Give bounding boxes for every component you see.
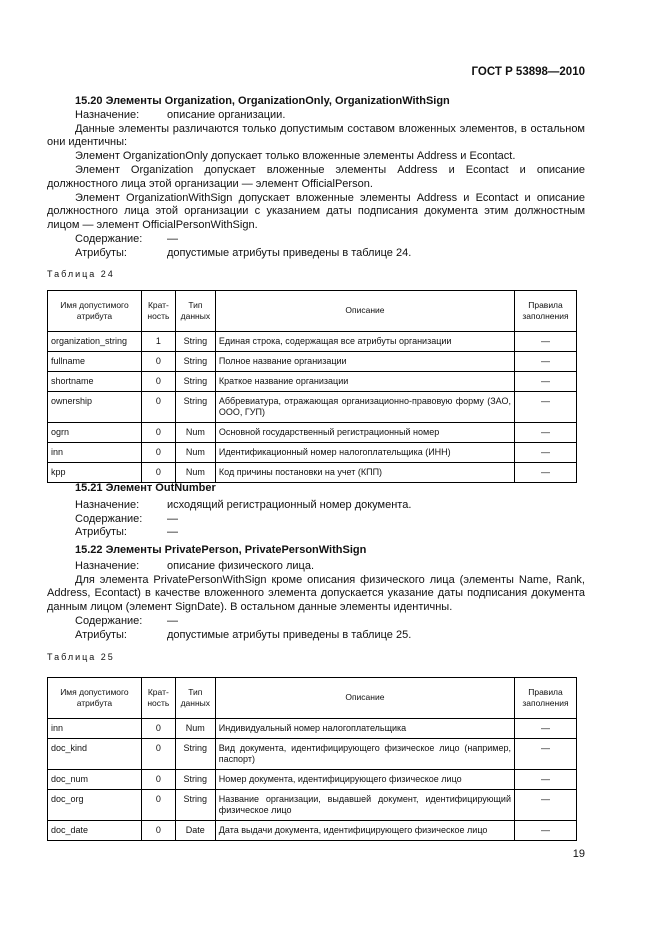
table-24-block: [47, 268, 577, 483]
purpose-label: Назначение:: [75, 498, 140, 511]
header-cell: Крат-ность: [141, 677, 175, 718]
attr-name-cell: shortname: [48, 371, 142, 391]
attrs-value: —: [167, 526, 178, 539]
header-cell: Имя допустимого атрибута: [48, 677, 142, 718]
attrs-label: Атрибуты:: [75, 526, 127, 539]
attr-name-cell: organization_string: [48, 331, 142, 351]
header-cell: Крат-ность: [141, 290, 175, 331]
section-15-21: [47, 482, 585, 540]
rules-cell: —: [515, 789, 577, 820]
attr-name-cell: doc_kind: [48, 738, 142, 769]
paragraph: Элемент OrganizationWithSign допускает вложенные элементы Address и Econtact и описание должностного лица этой организации с указанием даты подписания документа этим должностным лицом — элемент OfficialPersonWithSign.: [47, 191, 585, 232]
description-cell: Единая строка, содержащая все атрибуты организации: [215, 331, 514, 351]
section-title: 15.20 Элементы Organization, OrganizationOnly, OrganizationWithSign: [75, 95, 450, 107]
multiplicity-cell: 0: [141, 391, 175, 422]
multiplicity-cell: 0: [141, 718, 175, 738]
table-row: [48, 820, 577, 840]
type-cell: String: [175, 331, 215, 351]
table-row: [48, 442, 577, 462]
content-label: Содержание:: [75, 512, 143, 525]
table-row: [48, 331, 577, 351]
attr-name-cell: ogrn: [48, 422, 142, 442]
attr-name-cell: kpp: [48, 462, 142, 482]
purpose-value: описание организации.: [167, 108, 286, 121]
attr-name-cell: inn: [48, 718, 142, 738]
purpose-line: [47, 109, 585, 123]
type-cell: String: [175, 391, 215, 422]
purpose-value: исходящий регистрационный номер документа.: [167, 498, 412, 511]
rules-cell: —: [515, 371, 577, 391]
content-label: Содержание:: [75, 614, 143, 627]
attrs-line: [47, 526, 585, 540]
purpose-line: [47, 560, 585, 574]
table-row: [48, 769, 577, 789]
type-cell: String: [175, 789, 215, 820]
table-row: [48, 789, 577, 820]
table-header-row: [48, 290, 577, 331]
type-cell: Num: [175, 422, 215, 442]
type-cell: String: [175, 351, 215, 371]
header-cell: Описание: [215, 677, 514, 718]
paragraph: Для элемента PrivatePersonWithSign кроме описания физического лица (элементы Name, Rank, Address, Econtact) в качестве вложенного элемента допускается указание даты подписания документа данным лицом (элемент SignDate). В остальном данные элементы идентичны.: [47, 573, 585, 614]
type-cell: Num: [175, 462, 215, 482]
table-row: [48, 462, 577, 482]
rules-cell: —: [515, 462, 577, 482]
purpose-value: описание физического лица.: [167, 559, 314, 572]
multiplicity-cell: 0: [141, 769, 175, 789]
multiplicity-cell: 0: [141, 442, 175, 462]
header-cell: Правила заполнения: [515, 290, 577, 331]
description-cell: Краткое название организации: [215, 371, 514, 391]
table-row: [48, 391, 577, 422]
purpose-label: Назначение:: [75, 108, 140, 121]
multiplicity-cell: 0: [141, 351, 175, 371]
header-cell: Имя допустимого атрибута: [48, 290, 142, 331]
table-row: [48, 738, 577, 769]
type-cell: String: [175, 738, 215, 769]
rules-cell: —: [515, 331, 577, 351]
section-title: 15.21 Элемент OutNumber: [75, 482, 216, 494]
description-cell: Полное название организации: [215, 351, 514, 371]
attr-name-cell: doc_num: [48, 769, 142, 789]
table-body: [48, 331, 577, 482]
content-line: [47, 615, 585, 629]
multiplicity-cell: 0: [141, 462, 175, 482]
rules-cell: —: [515, 422, 577, 442]
multiplicity-cell: 0: [141, 820, 175, 840]
table-row: [48, 371, 577, 391]
rules-cell: —: [515, 738, 577, 769]
content-value: —: [167, 232, 178, 245]
paragraph: Элемент OrganizationOnly допускает только вложенные элементы Address и Econtact.: [75, 150, 516, 163]
description-cell: Название организации, выдавшей документ, идентифицирующий физическое лицо: [215, 789, 514, 820]
description-cell: Код причины постановки на учет (КПП): [215, 462, 514, 482]
attrs-label: Атрибуты:: [75, 246, 127, 259]
attr-name-cell: fullname: [48, 351, 142, 371]
attrs-value: допустимые атрибуты приведены в таблице 24.: [167, 246, 412, 259]
table-row: [48, 422, 577, 442]
description-cell: Вид документа, идентифицирующего физическое лицо (например, паспорт): [215, 738, 514, 769]
section-15-22: [47, 544, 585, 643]
attr-name-cell: ownership: [48, 391, 142, 422]
table-24: [47, 290, 577, 483]
attrs-label: Атрибуты:: [75, 628, 127, 641]
content-value: —: [167, 512, 178, 525]
content-line: [47, 513, 585, 527]
content-value: —: [167, 614, 178, 627]
type-cell: Num: [175, 718, 215, 738]
header-cell: Описание: [215, 290, 514, 331]
rules-cell: —: [515, 820, 577, 840]
attrs-line: [47, 247, 585, 261]
attr-name-cell: doc_org: [48, 789, 142, 820]
table-body: [48, 718, 577, 840]
type-cell: String: [175, 371, 215, 391]
table-caption: Таблица 24: [47, 269, 115, 279]
table-25-block: [47, 651, 577, 841]
multiplicity-cell: 0: [141, 789, 175, 820]
description-cell: Номер документа, идентифицирующего физическое лицо: [215, 769, 514, 789]
description-cell: Основной государственный регистрационный номер: [215, 422, 514, 442]
rules-cell: —: [515, 718, 577, 738]
table-row: [48, 351, 577, 371]
page-number: 19: [572, 848, 585, 860]
purpose-label: Назначение:: [75, 559, 140, 572]
description-cell: Аббревиатура, отражающая организационно-правовую форму (ЗАО, ООО, ГУП): [215, 391, 514, 422]
section-title: 15.22 Элементы PrivatePerson, PrivatePersonWithSign: [75, 544, 367, 556]
table-25: [47, 677, 577, 841]
header-cell: Тип данных: [175, 677, 215, 718]
type-cell: Num: [175, 442, 215, 462]
table-caption: Таблица 25: [47, 652, 115, 662]
multiplicity-cell: 1: [141, 331, 175, 351]
rules-cell: —: [515, 391, 577, 422]
multiplicity-cell: 0: [141, 738, 175, 769]
attr-name-cell: doc_date: [48, 820, 142, 840]
header-cell: Тип данных: [175, 290, 215, 331]
rules-cell: —: [515, 769, 577, 789]
attrs-value: допустимые атрибуты приведены в таблице 25.: [167, 628, 412, 641]
multiplicity-cell: 0: [141, 371, 175, 391]
paragraph: Элемент Organization допускает вложенные элементы Address и Econtact и описание должностного лица этой организации — элемент OfficialPerson.: [47, 163, 585, 190]
page-header: ГОСТ Р 53898—2010: [471, 66, 585, 78]
header-cell: Правила заполнения: [515, 677, 577, 718]
rules-cell: —: [515, 351, 577, 371]
content-label: Содержание:: [75, 232, 143, 245]
rules-cell: —: [515, 442, 577, 462]
purpose-line: [47, 499, 585, 513]
table-row: [48, 718, 577, 738]
attrs-line: [47, 629, 585, 643]
description-cell: Дата выдачи документа, идентифицирующего физическое лицо: [215, 820, 514, 840]
description-cell: Индивидуальный номер налогоплательщика: [215, 718, 514, 738]
paragraph: Данные элементы различаются только допустимым составом вложенных элементов, в остальном они идентичны:: [47, 122, 585, 149]
content-line: [47, 233, 585, 247]
section-15-20: [47, 95, 585, 261]
table-header-row: [48, 677, 577, 718]
multiplicity-cell: 0: [141, 422, 175, 442]
type-cell: Date: [175, 820, 215, 840]
type-cell: String: [175, 769, 215, 789]
description-cell: Идентификационный номер налогоплательщика (ИНН): [215, 442, 514, 462]
attr-name-cell: inn: [48, 442, 142, 462]
